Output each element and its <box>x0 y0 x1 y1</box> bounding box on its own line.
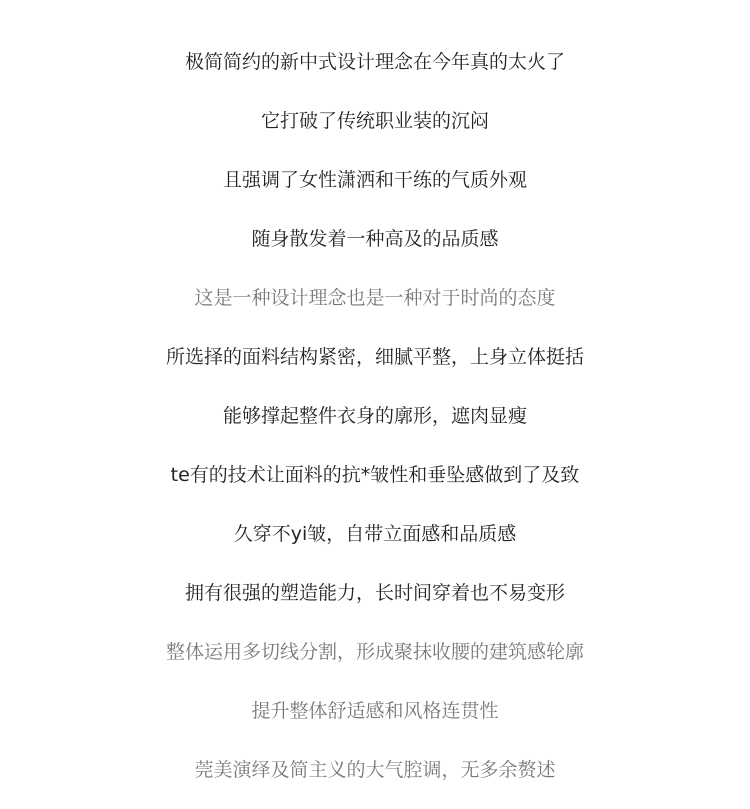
text-line-3: 且强调了女性潇洒和干练的气质外观 <box>222 169 527 191</box>
text-line-11: 整体运用多切线分割，形成聚抹收腰的建筑感轮廓 <box>165 641 584 663</box>
text-line-9: 久穿不yi皱，自带立面感和品质感 <box>233 523 517 545</box>
text-line-12: 提升整体舒适感和风格连贯性 <box>251 700 499 722</box>
text-line-10: 拥有很强的塑造能力，长时间穿着也不易变形 <box>184 582 565 604</box>
text-line-2: 它打破了传统职业装的沉闷 <box>260 110 489 132</box>
text-line-1: 极简简约的新中式设计理念在今年真的太火了 <box>184 51 565 73</box>
text-line-5: 这是一种设计理念也是一种对于时尚的态度 <box>194 287 556 309</box>
text-line-13: 莞美演绎及简主义的大气腔调，无多余赘述 <box>194 759 556 781</box>
description-text-block <box>0 23 750 809</box>
text-line-8: te有的技术让面料的抗*皱性和垂坠感做到了及致 <box>170 464 580 486</box>
text-line-4: 随身散发着一种高及的品质感 <box>251 228 499 250</box>
text-line-7: 能够撑起整件衣身的廓形，遮肉显瘦 <box>222 405 527 427</box>
text-line-6: 所选择的面料结构紧密，细腻平整，上身立体挺括 <box>165 346 584 368</box>
